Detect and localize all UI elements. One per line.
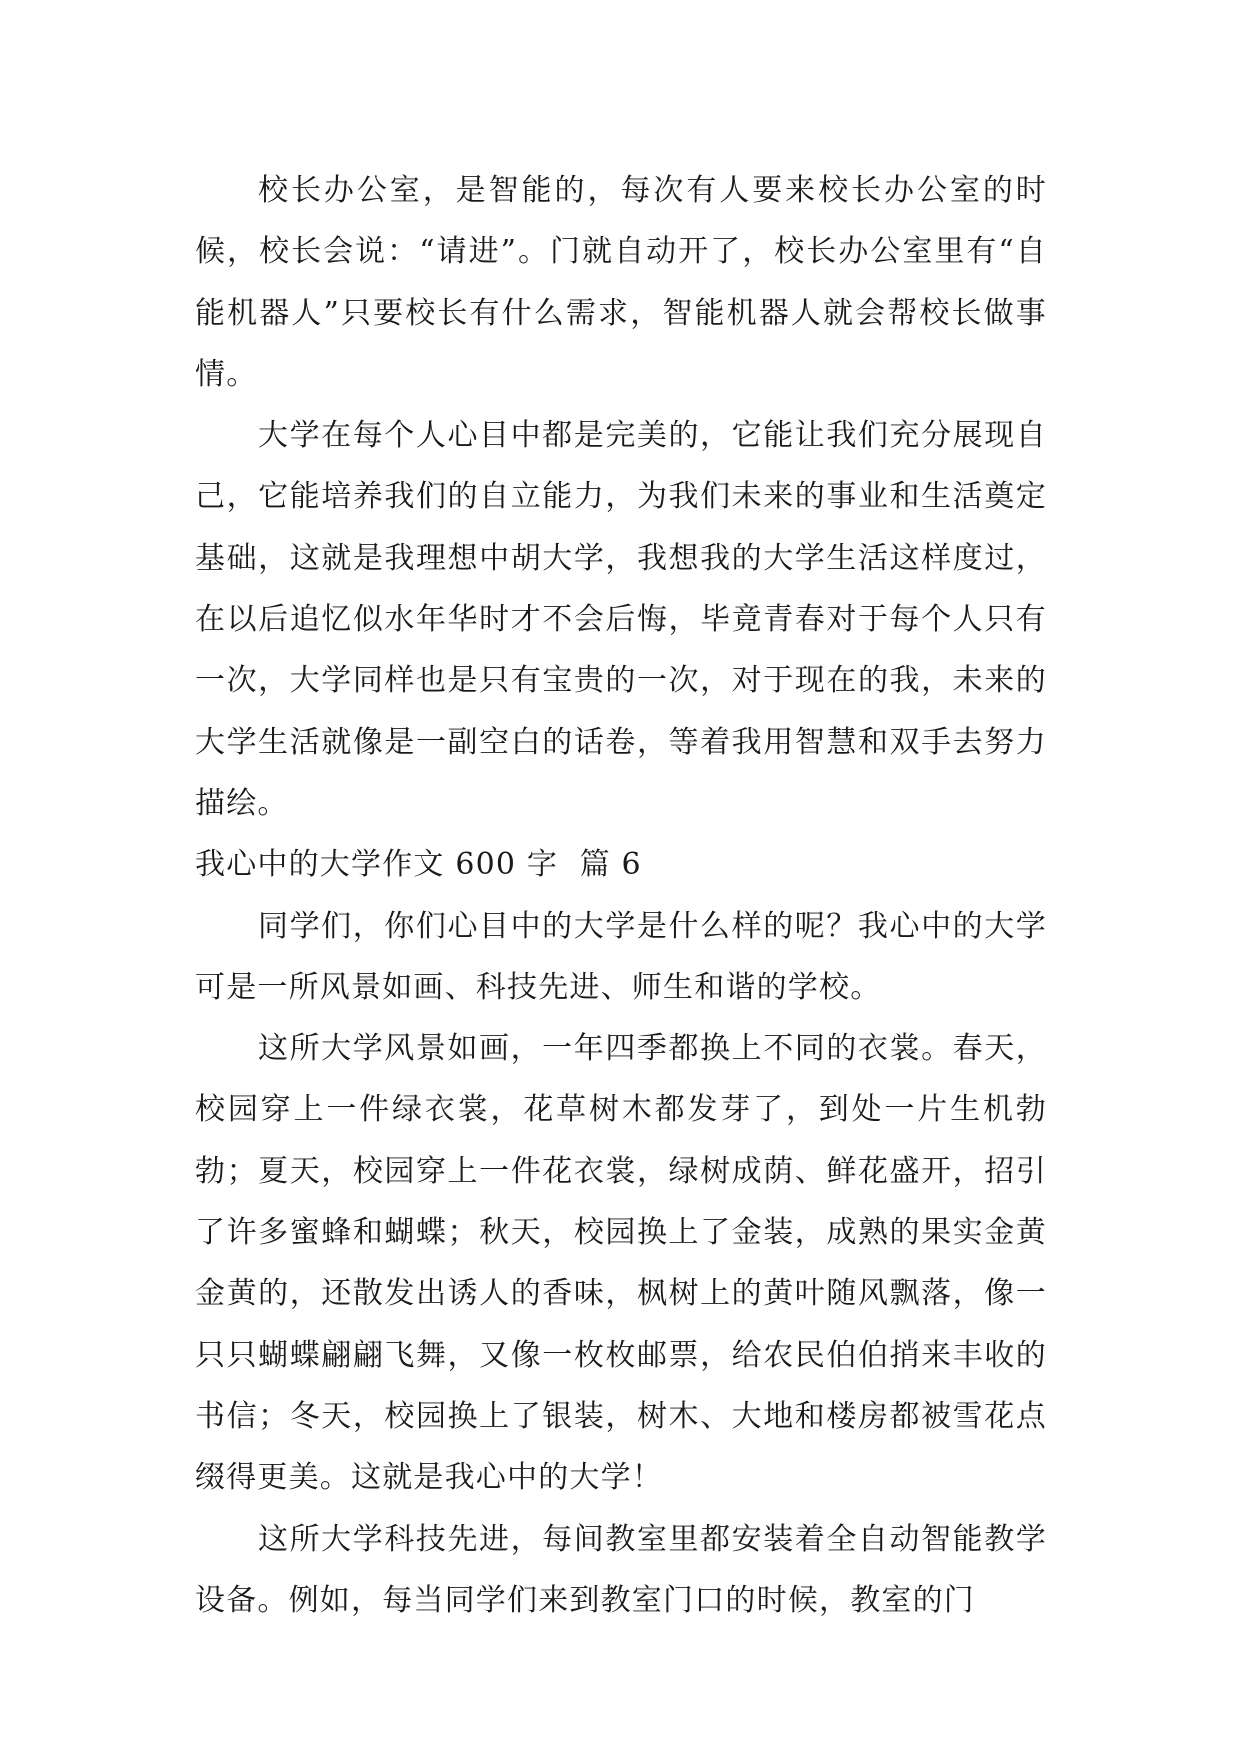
paragraph-intro: 同学们，你们心目中的大学是什么样的呢？我心中的大学可是一所风景如画、科技先进、师生和谐的学校。	[195, 908, 1047, 1005]
essay-heading: 我心中的大学作文 600 字 篇 6	[195, 847, 642, 883]
document-page	[195, 160, 1047, 1631]
paragraph-principal-office: 校长办公室，是智能的，每次有人要来校长办公室的时候，校长会说：“请进”。门就自动开了，校长办公室里有“自能机器人”只要校长有什么需求，智能机器人就会帮校长做事情。	[195, 173, 1047, 392]
paragraph-scenery: 这所大学风景如画，一年四季都换上不同的衣裳。春天，校园穿上一件绿衣裳，花草树木都发芽了，到处一片生机勃勃；夏天，校园穿上一件花衣裳，绿树成荫、鲜花盛开，招引了许多蜜蜂和蝴蝶；秋天，校园换上了金装，成熟的果实金黄金黄的，还散发出诱人的香味，枫树上的黄叶随风飘落，像一只只蝴蝶翩翩飞舞，又像一枚枚邮票，给农民伯伯捎来丰收的书信；冬天，校园换上了银装，树木、大地和楼房都被雪花点缀得更美。这就是我心中的大学！	[195, 1031, 1047, 1496]
paragraph-technology: 这所大学科技先进，每间教室里都安装着全自动智能教学设备。例如，每当同学们来到教室门口的时候，教室的门	[195, 1521, 1047, 1618]
paragraph-ideal-university: 大学在每个人心目中都是完美的，它能让我们充分展现自己，它能培养我们的自立能力，为我们未来的事业和生活奠定基础，这就是我理想中胡大学，我想我的大学生活这样度过，在以后追忆似水年华时才不会后悔，毕竟青春对于每个人只有一次，大学同样也是只有宝贵的一次，对于现在的我，未来的大学生活就像是一副空白的话卷，等着我用智慧和双手去努力描绘。	[195, 418, 1047, 821]
